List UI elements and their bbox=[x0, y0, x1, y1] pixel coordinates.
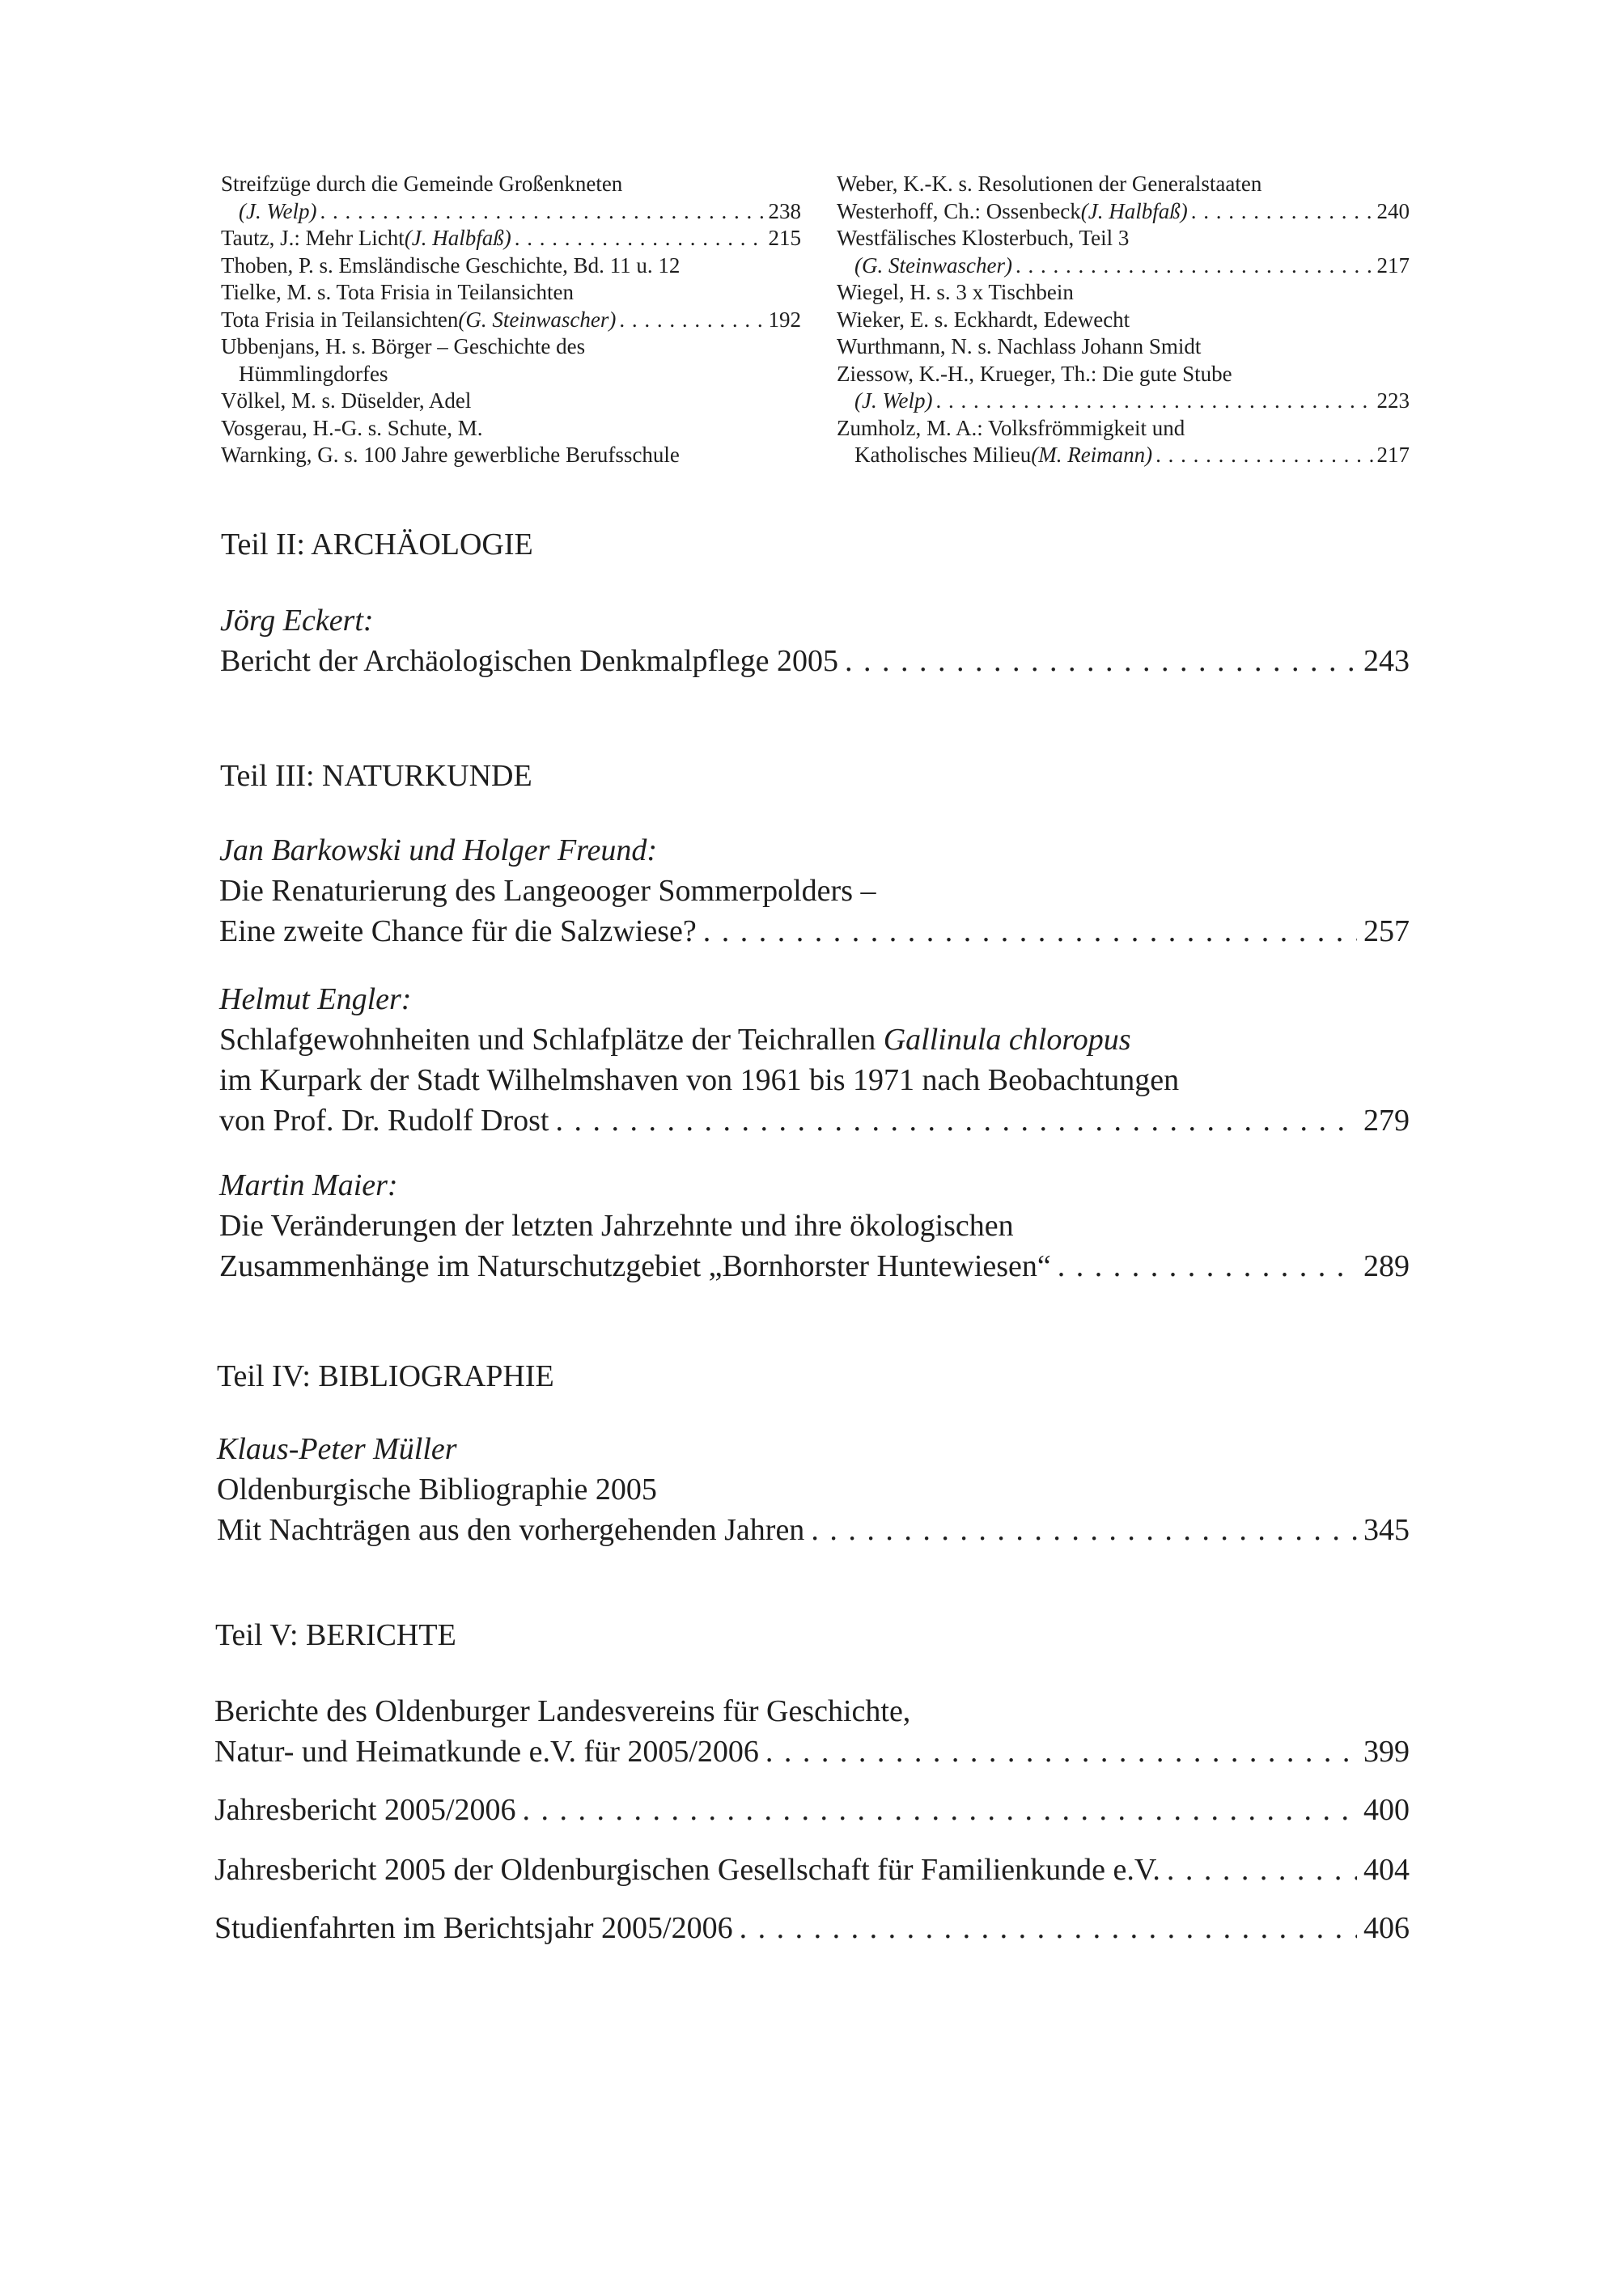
entry-page-number: 406 bbox=[1363, 1911, 1410, 1945]
entry-barkowski-freund bbox=[219, 830, 1410, 952]
index-entry-page: 217 bbox=[1376, 252, 1410, 278]
entry-title-text: Jahresbericht 2005 der Oldenburgischen Gesellschaft für Familienkunde e.V. bbox=[214, 1853, 1160, 1887]
index-entry bbox=[837, 361, 1410, 388]
entry-mueller bbox=[217, 1429, 1410, 1550]
section-heading: Teil II: ARCHÄOLOGIE bbox=[221, 528, 533, 562]
entry-eckert bbox=[220, 600, 1410, 681]
section-heading: Teil III: NATURKUNDE bbox=[220, 759, 532, 793]
leader-dots bbox=[845, 641, 1357, 681]
index-entry bbox=[221, 252, 801, 280]
leader-dots bbox=[703, 911, 1357, 952]
entry-title-text: Eine zweite Chance für die Salzwiese? bbox=[219, 914, 697, 948]
index-entry-text: Katholisches Milieu bbox=[854, 443, 1032, 467]
index-entry-text: Zumholz, M. A.: Volksfrömmigkeit und bbox=[837, 415, 1185, 440]
index-entry-text: Tautz, J.: Mehr Licht bbox=[221, 226, 405, 250]
entry-title-line bbox=[219, 1019, 1410, 1060]
entry-page-number: 289 bbox=[1363, 1249, 1410, 1283]
index-entry bbox=[221, 415, 801, 443]
index-entry bbox=[837, 415, 1410, 443]
entry-title-line bbox=[219, 1206, 1410, 1246]
index-entry bbox=[837, 279, 1410, 307]
entry-title-line bbox=[219, 1100, 1410, 1141]
index-entry bbox=[221, 442, 801, 469]
entry-title-text: Jahresbericht 2005/2006 bbox=[214, 1793, 516, 1827]
entry-page-number: 404 bbox=[1363, 1853, 1410, 1887]
entry-page-number: 257 bbox=[1363, 914, 1410, 948]
index-entry bbox=[837, 198, 1410, 226]
index-entry-page: 240 bbox=[1376, 198, 1410, 223]
index-entry bbox=[221, 361, 801, 388]
entry-page-number: 399 bbox=[1363, 1735, 1410, 1769]
leader-dots bbox=[515, 225, 765, 252]
index-entry bbox=[837, 307, 1410, 334]
index-entry bbox=[837, 333, 1410, 361]
entry-title-text: Bericht der Archäologischen Denkmalpflege 2005 bbox=[220, 644, 838, 678]
entry-title-line bbox=[220, 641, 1410, 681]
entry-author: Klaus-Peter Müller bbox=[217, 1432, 457, 1466]
section-heading: Teil V: BERICHTE bbox=[215, 1618, 456, 1652]
entry-author: Martin Maier: bbox=[219, 1168, 398, 1202]
index-entry-page: 217 bbox=[1376, 443, 1410, 467]
entry-page-number: 243 bbox=[1363, 644, 1410, 678]
section-bibliographie bbox=[217, 1356, 1410, 1397]
leader-dots bbox=[1155, 442, 1373, 469]
leader-dots bbox=[1058, 1246, 1357, 1286]
index-entry-text: Tielke, M. s. Tota Frisia in Teilansichten bbox=[221, 280, 574, 304]
section-berichte bbox=[215, 1615, 1410, 1655]
index-entry bbox=[837, 171, 1410, 198]
index-entry-reviewer: (J. Welp) bbox=[854, 388, 933, 413]
index-entry-text: Vosgerau, H.-G. s. Schute, M. bbox=[221, 415, 483, 440]
entry-title-line bbox=[219, 1246, 1410, 1286]
index-entry-page: 223 bbox=[1376, 388, 1410, 413]
index-left-column bbox=[221, 171, 801, 469]
index-entry-text: Thoben, P. s. Emsländische Geschichte, Bd. 11 u. 12 bbox=[221, 252, 681, 278]
index-entry-text: Ubbenjans, H. s. Börger – Geschichte des bbox=[221, 334, 586, 358]
leader-dots bbox=[765, 1731, 1357, 1772]
entry-studienfahrten bbox=[214, 1908, 1410, 1948]
index-entry-text: Tota Frisia in Teilansichten bbox=[221, 307, 459, 332]
entry-title-line bbox=[214, 1790, 1410, 1830]
section-naturkunde bbox=[220, 756, 1410, 796]
index-entry bbox=[837, 388, 1410, 415]
entry-title-text bbox=[219, 1019, 1130, 1060]
index-entry-reviewer: (G. Steinwascher) bbox=[854, 252, 1012, 278]
index-right-column bbox=[837, 171, 1410, 469]
entry-title-text: Zusammenhänge im Naturschutzgebiet „Bornhorster Huntewiesen“ bbox=[219, 1249, 1051, 1283]
entry-title-text: Studienfahrten im Berichtsjahr 2005/2006 bbox=[214, 1911, 733, 1945]
index-entry-reviewer: (J. Halbfaß) bbox=[1080, 198, 1188, 223]
entry-berichte-landesverein bbox=[214, 1691, 1410, 1772]
entry-title-line bbox=[214, 1908, 1410, 1948]
index-entry-reviewer: (J. Halbfaß) bbox=[404, 226, 511, 250]
index-entry bbox=[221, 388, 801, 415]
entry-title-line bbox=[217, 1469, 1410, 1510]
index-entry-text: Wieker, E. s. Eckhardt, Edewecht bbox=[837, 307, 1130, 332]
index-entry bbox=[221, 333, 801, 361]
index-entry-reviewer: (G. Steinwascher) bbox=[458, 307, 617, 332]
entry-title-line bbox=[219, 911, 1410, 952]
entry-title-plain: Schlafgewohnheiten und Schlafplätze der Teichrallen bbox=[219, 1023, 884, 1057]
entry-author: Jan Barkowski und Holger Freund: bbox=[219, 833, 658, 867]
index-entry-text: Streifzüge durch die Gemeinde Großenkneten bbox=[221, 172, 623, 196]
index-entry bbox=[221, 279, 801, 307]
index-entry-page: 238 bbox=[768, 198, 801, 223]
leader-dots bbox=[555, 1100, 1357, 1141]
index-entry bbox=[221, 198, 801, 226]
entry-maier bbox=[219, 1165, 1410, 1286]
index-entry-text: Wurthmann, N. s. Nachlass Johann Smidt bbox=[837, 334, 1202, 358]
index-entry-text: Völkel, M. s. Düselder, Adel bbox=[221, 388, 472, 413]
index-entry bbox=[837, 225, 1410, 252]
entry-jahresbericht-familienkunde bbox=[214, 1850, 1410, 1890]
entry-title-line bbox=[214, 1691, 1410, 1731]
entry-author: Jörg Eckert: bbox=[220, 604, 374, 638]
index-entry-text: Hümmlingdorfes bbox=[239, 361, 388, 386]
leader-dots bbox=[320, 198, 765, 226]
entry-title-line bbox=[217, 1510, 1410, 1550]
entry-title-text: Mit Nachträgen aus den vorhergehenden Jahren bbox=[217, 1513, 805, 1547]
entry-author: Helmut Engler: bbox=[219, 982, 412, 1016]
index-entry-text: Warnking, G. s. 100 Jahre gewerbliche Berufsschule bbox=[221, 443, 680, 467]
index-entry-reviewer: (M. Reimann) bbox=[1031, 443, 1153, 467]
entry-title-line bbox=[214, 1731, 1410, 1772]
entry-title-line bbox=[219, 1060, 1410, 1100]
entry-title-text: Oldenburgische Bibliographie 2005 bbox=[217, 1473, 657, 1507]
section-archaeologie bbox=[0, 524, 1624, 565]
leader-dots bbox=[619, 307, 765, 334]
index-entry bbox=[837, 252, 1410, 280]
entry-title-text: im Kurpark der Stadt Wilhelmshaven von 1961 bis 1971 nach Beobachtungen bbox=[219, 1063, 1180, 1097]
index-entry-page: 215 bbox=[768, 226, 801, 250]
leader-dots bbox=[811, 1510, 1357, 1550]
index-entry-page: 192 bbox=[768, 307, 801, 332]
index-entry-reviewer: (J. Welp) bbox=[239, 198, 317, 223]
entry-title-text: von Prof. Dr. Rudolf Drost bbox=[219, 1104, 549, 1138]
index-entry-text: Ziessow, K.-H., Krueger, Th.: Die gute Stube bbox=[837, 361, 1232, 386]
species-name: Gallinula chloropus bbox=[883, 1023, 1131, 1057]
entry-title-text: Die Veränderungen der letzten Jahrzehnte und ihre ökologischen bbox=[219, 1209, 1014, 1243]
entry-title-text: Berichte des Oldenburger Landesvereins für Geschichte, bbox=[214, 1694, 911, 1728]
leader-dots bbox=[1191, 198, 1374, 226]
entry-page-number: 400 bbox=[1363, 1793, 1410, 1827]
entry-jahresbericht bbox=[214, 1790, 1410, 1830]
entry-page-number: 345 bbox=[1363, 1513, 1410, 1547]
leader-dots bbox=[523, 1790, 1357, 1830]
entry-page-number: 279 bbox=[1363, 1104, 1410, 1138]
entry-title-text: Natur- und Heimatkunde e.V. für 2005/2006 bbox=[214, 1735, 759, 1769]
index-entry-text: Westfälisches Klosterbuch, Teil 3 bbox=[837, 226, 1130, 250]
leader-dots bbox=[740, 1908, 1357, 1948]
index-entry-text: Wiegel, H. s. 3 x Tischbein bbox=[837, 280, 1074, 304]
entry-title-line bbox=[219, 871, 1410, 911]
index-entry-text: Westerhoff, Ch.: Ossenbeck bbox=[837, 198, 1081, 223]
index-entry-text: Weber, K.-K. s. Resolutionen der Generalstaaten bbox=[837, 172, 1262, 196]
entry-title-text: Die Renaturierung des Langeooger Sommerpolders – bbox=[219, 874, 876, 908]
leader-dots bbox=[935, 388, 1373, 415]
index-entry bbox=[221, 171, 801, 198]
index-entry bbox=[837, 442, 1410, 469]
section-heading: Teil IV: BIBLIOGRAPHIE bbox=[217, 1359, 554, 1393]
index-entry bbox=[221, 307, 801, 334]
leader-dots bbox=[1167, 1850, 1357, 1890]
index-entry bbox=[221, 225, 801, 252]
leader-dots bbox=[1016, 252, 1374, 280]
entry-engler bbox=[219, 979, 1410, 1141]
entry-title-line bbox=[214, 1850, 1410, 1890]
